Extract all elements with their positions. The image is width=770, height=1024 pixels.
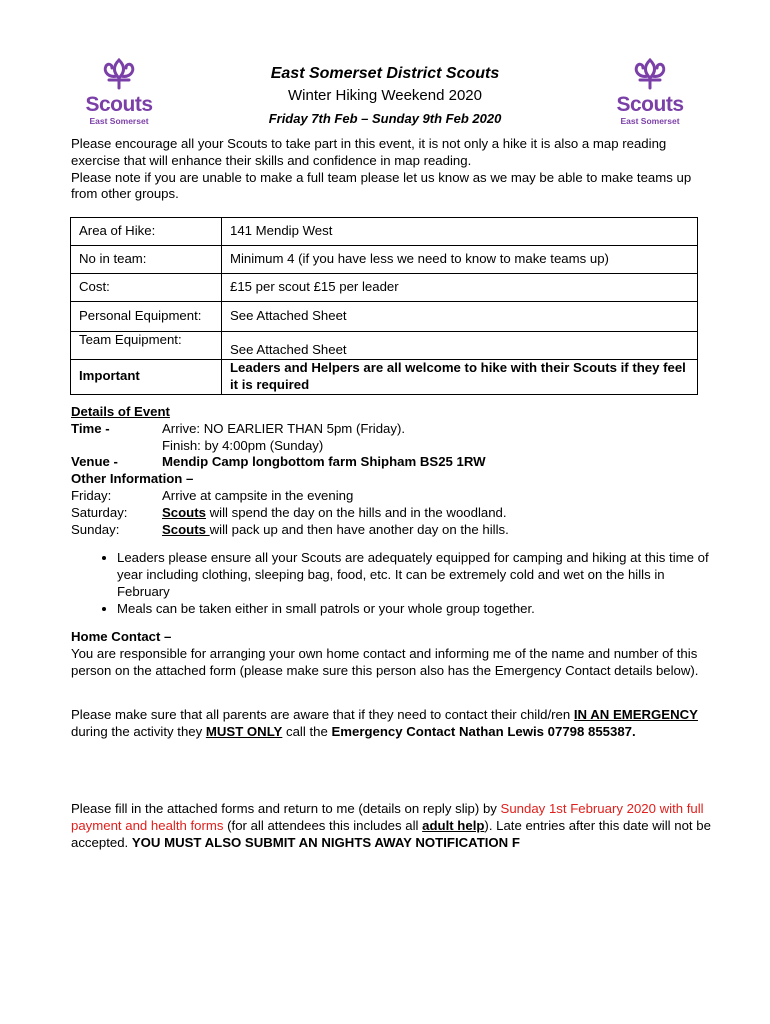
table-key: Cost: — [71, 274, 222, 302]
logo-sub-text: East Somerset — [620, 116, 680, 126]
list-item: • Meals can be taken either in small patrols or your whole group together. — [117, 601, 711, 618]
intro-text — [71, 136, 711, 203]
venue-label: Venue - — [71, 454, 118, 470]
saturday-label: Saturday: — [71, 504, 128, 520]
intro-line-2: Please note if you are unable to make a full team please let us know as we may be able to make teams up from other groups. — [71, 169, 692, 202]
fleur-de-lis-icon — [99, 56, 139, 92]
arrive-text: Arrive: NO EARLIER THAN 5pm (Friday). — [162, 420, 406, 436]
sunday-text: will pack up and then have another day on the hills. — [209, 521, 509, 537]
intro-line-1: Please encourage all your Scouts to take part in this event, it is not only a hike it is also a map reading exercise that will enhance their skills and confidence in map reading. — [71, 136, 667, 168]
venue-text: Mendip Camp longbottom farm Shipham BS25 1RW — [162, 454, 486, 470]
fleur-de-lis-icon — [630, 56, 670, 92]
emergency-text: call the — [282, 723, 332, 739]
friday-text: Arrive at campsite in the evening — [162, 487, 354, 503]
logo-sub-text: East Somerset — [89, 116, 149, 126]
emergency-contact: Emergency Contact Nathan Lewis 07798 855387. — [331, 723, 636, 739]
adult-help: adult help — [422, 817, 485, 833]
table-row — [71, 332, 698, 360]
district-title: East Somerset District Scouts — [270, 65, 500, 82]
table-row — [71, 218, 698, 246]
closing-text: (for all attendees this includes all — [223, 817, 423, 833]
table-value: £15 per scout £15 per leader — [222, 274, 698, 302]
event-title: Winter Hiking Weekend 2020 — [288, 87, 482, 104]
table-value: See Attached Sheet — [222, 332, 698, 360]
home-contact-section — [71, 629, 711, 679]
logo-brand-text: Scouts — [616, 93, 684, 116]
details-heading: Details of Event — [71, 404, 170, 419]
closing-section — [71, 801, 711, 851]
table-key: Personal Equipment: — [71, 302, 222, 332]
deadline-text: Sunday 1st February 2020 with full payment and health forms — [71, 801, 704, 833]
closing-text: Please fill in the attached forms and return to me (details on reply slip) by — [71, 801, 501, 816]
table-row — [71, 360, 698, 395]
emergency-text: during the activity they — [71, 723, 206, 739]
event-info-table — [70, 217, 698, 395]
table-value: Leaders and Helpers are all welcome to hike with their Scouts if they feel it is required — [222, 360, 698, 395]
finish-text: Finish: by 4:00pm (Sunday) — [162, 437, 324, 453]
emergency-section — [71, 707, 711, 741]
table-value: 141 Mendip West — [222, 218, 698, 246]
time-row — [71, 421, 711, 438]
sunday-row — [71, 522, 711, 539]
details-bullet-list — [71, 550, 711, 617]
friday-label: Friday: — [71, 487, 112, 503]
scouts-logo-left — [74, 56, 164, 126]
logo-brand-text: Scouts — [85, 93, 153, 116]
sunday-label: Sunday: — [71, 521, 120, 537]
table-key: Area of Hike: — [71, 218, 222, 246]
table-value: See Attached Sheet — [222, 302, 698, 332]
closing-text: ). Late entries after this date will not be accepted. — [71, 817, 711, 850]
other-info-heading: Other Information – — [71, 471, 194, 487]
saturday-row — [71, 505, 711, 522]
friday-row — [71, 488, 711, 505]
table-row — [71, 274, 698, 302]
table-row — [71, 302, 698, 332]
list-item: • Leaders please ensure all your Scouts are adequately equipped for camping and hiking at this time of year including clothing, sleeping bag, food, etc. It can be extremely cold and wet on the hills in February — [117, 550, 711, 600]
emergency-text: Please make sure that all parents are aware that if they need to contact their child/ren — [71, 707, 574, 722]
sunday-scouts: Scouts — [162, 521, 210, 537]
venue-row — [71, 454, 711, 471]
must-only: MUST ONLY — [205, 723, 283, 739]
table-key: No in team: — [71, 246, 222, 274]
table-key: Important — [71, 360, 222, 395]
finish-row — [71, 438, 711, 455]
event-dates: Friday 7th Feb – Sunday 9th Feb 2020 — [268, 111, 502, 126]
table-row — [71, 246, 698, 274]
saturday-text: will spend the day on the hills and in the woodland. — [205, 504, 507, 520]
in-an-emergency: IN AN EMERGENCY — [573, 707, 698, 722]
scouts-logo-right — [605, 56, 695, 126]
table-value: Minimum 4 (if you have less we need to know to make teams up) — [222, 246, 698, 274]
home-contact-heading: Home Contact – — [71, 629, 172, 644]
table-key: Team Equipment: — [71, 332, 222, 360]
home-contact-text: You are responsible for arranging your own home contact and informing me of the name and number of this person on the attached form (please make sure this person also has the Emergency Contact details below). — [71, 645, 699, 678]
document-header — [200, 64, 570, 128]
event-details — [71, 404, 711, 618]
nights-away-notice: YOU MUST ALSO SUBMIT AN NIGHTS AWAY NOTIFICATION F — [131, 834, 520, 850]
saturday-scouts: Scouts — [162, 504, 206, 520]
time-label: Time - — [71, 420, 110, 436]
